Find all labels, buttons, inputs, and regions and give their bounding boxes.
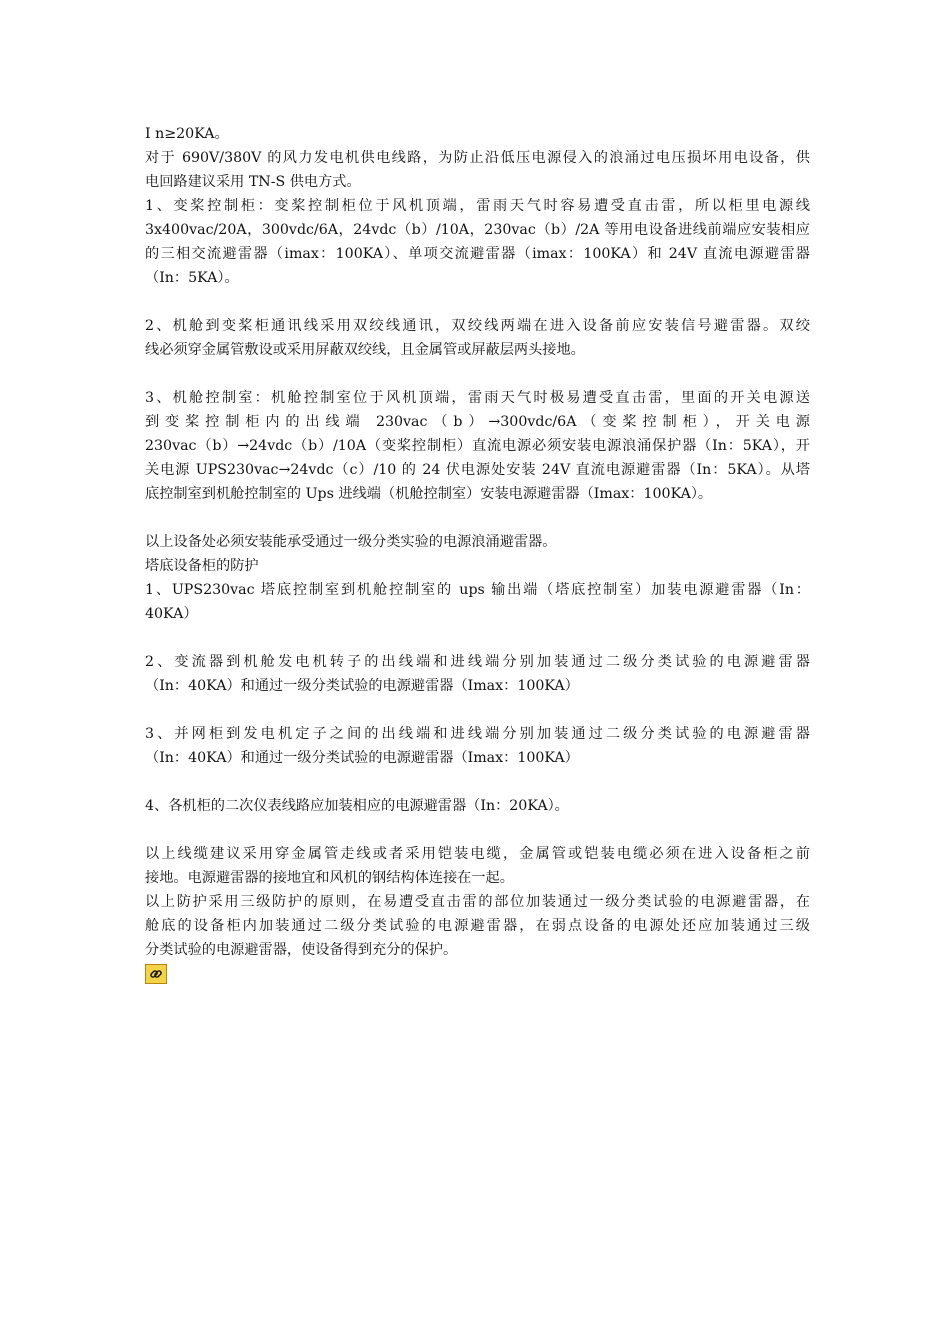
text-line: 电回路建议采用 TN-S 供电方式。 — [145, 174, 361, 190]
text-line: 底控制室到机舱控制室的 Ups 进线端（机舱控制室）安装电源避雷器（Imax：100KA）。 — [145, 486, 713, 502]
text-line: 230vac（b）→24vdc（b）/10A（变桨控制柜）直流电源必须安装电源浪涌保护器（In：5KA），开 — [145, 438, 810, 454]
paragraph-gap — [145, 818, 810, 842]
text-line: 以上防护采用三级防护的原则，在易遭受直击雷的部位加装通过一级分类试验的电源避雷器，在 — [145, 894, 810, 910]
text-line: 对于 690V/380V 的风力发电机供电线路，为防止沿低压电源侵入的浪涌过电压损坏用电设备，供 — [145, 150, 810, 166]
text-line: 以上设备处必须安装能承受通过一级分类实验的电源浪涌避雷器。 — [145, 534, 557, 550]
text-line: I n≥20KA。 — [145, 126, 229, 142]
text-line: 接地。电源避雷器的接地宜和风机的钢结构体连接在一起。 — [145, 870, 514, 886]
text-line: 4、各机柜的二次仪表线路应加装相应的电源避雷器（In：20KA）。 — [145, 798, 569, 814]
paragraph-gap — [145, 290, 810, 314]
paragraph-gap — [145, 506, 810, 530]
link-object-icon[interactable] — [145, 964, 167, 984]
text-line: 1、变桨控制柜：变桨控制柜位于风机顶端，雷雨天气时容易遭受直击雷，所以柜里电源线 — [145, 198, 810, 214]
text-line: 塔底设备柜的防护 — [145, 558, 259, 574]
paragraph-gap — [145, 698, 810, 722]
text-line: 3、机舱控制室：机舱控制室位于风机顶端，雷雨天气时极易遭受直击雷，里面的开关电源送 — [145, 390, 810, 406]
text-line: 3、并网柜到发电机定子之间的出线端和进线端分别加装通过二级分类试验的电源避雷器 — [145, 726, 810, 742]
text-line: 以上线缆建议采用穿金属管走线或者采用铠装电缆，金属管或铠装电缆必须在进入设备柜之前 — [145, 846, 810, 862]
text-line: 到变桨控制柜内的出线端 230vac（b）→300vdc/6A（变桨控制柜），开关电源 — [145, 414, 810, 430]
text-line: 分类试验的电源避雷器，使设备得到充分的保护。 — [145, 942, 458, 958]
text-line: 关电源 UPS230vac→24vdc（c）/10 的 24 伏电源处安装 24V 直流电源避雷器（In：5KA）。从塔 — [145, 462, 810, 478]
text-line: 3x400vac/20A，300vdc/6A，24vdc（b）/10A，230vac（b）/2A 等用电设备进线前端应安装相应 — [145, 222, 810, 238]
paragraph-gap — [145, 626, 810, 650]
text-line: 2、机舱到变桨柜通讯线采用双绞线通讯，双绞线两端在进入设备前应安装信号避雷器。双绞 — [145, 318, 810, 334]
paragraph-gap — [145, 362, 810, 386]
text-line: 舱底的设备柜内加装通过二级分类试验的电源避雷器，在弱点设备的电源处还应加装通过三级 — [145, 918, 810, 934]
text-line: 的三相交流避雷器（imax：100KA）、单项交流避雷器（imax：100KA）和 24V 直流电源避雷器 — [145, 246, 810, 262]
text-line: 1、UPS230vac 塔底控制室到机舱控制室的 ups 输出端（塔底控制室）加装电源避雷器（In： — [145, 582, 810, 598]
text-line: 2、变流器到机舱发电机转子的出线端和进线端分别加装通过二级分类试验的电源避雷器 — [145, 654, 810, 670]
document-body — [145, 122, 810, 984]
text-line: （In：40KA）和通过一级分类试验的电源避雷器（Imax：100KA） — [145, 750, 579, 766]
paragraph-gap — [145, 770, 810, 794]
text-line: （In：5KA）。 — [145, 270, 239, 286]
text-line: 40KA） — [145, 606, 198, 622]
text-line: （In：40KA）和通过一级分类试验的电源避雷器（Imax：100KA） — [145, 678, 579, 694]
chain-link-icon — [149, 967, 163, 981]
text-line: 线必须穿金属管敷设或采用屏蔽双绞线，且金属管或屏蔽层两头接地。 — [145, 342, 585, 358]
